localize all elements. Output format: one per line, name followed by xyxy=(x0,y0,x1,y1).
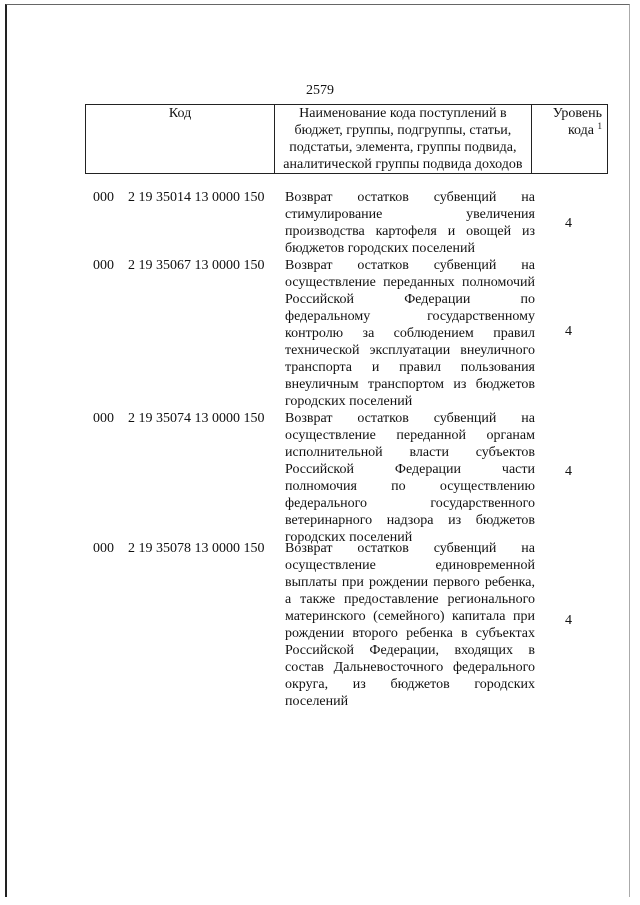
row-name xyxy=(285,189,535,257)
row-level: 4 xyxy=(565,324,572,339)
row-name-line: Возврат остатков субвенций на xyxy=(285,541,535,556)
header-level-footnote: 1 xyxy=(597,121,602,131)
row-name-line: технической эксплуатации внеуличного xyxy=(285,343,535,358)
row-name-line: осуществление переданной органам xyxy=(285,428,535,443)
row-name-line: внеуличным транспортом из бюджетов xyxy=(285,377,535,392)
row-name-line: округа, из бюджетов городских xyxy=(285,677,535,692)
row-income-code: 2 19 35014 13 0000 150 xyxy=(128,190,265,205)
row-name-line: Возврат остатков субвенций на xyxy=(285,190,535,205)
row-name-line: Российской Федерации, входящих в xyxy=(285,643,535,658)
header-level-line: Уровень xyxy=(552,106,602,121)
row-name-line: исполнительной власти субъектов xyxy=(285,445,535,460)
row-name-line: бюджетов городских поселений xyxy=(285,241,475,256)
header-name-cell xyxy=(275,105,532,174)
row-name-line: состав Дальневосточного федерального xyxy=(285,660,535,675)
row-name-line: а также предоставление регионального xyxy=(285,592,535,607)
header-name-line: подстатьи, элемента, группы подвида, xyxy=(289,140,517,155)
header-code-cell xyxy=(86,105,275,174)
row-name-line: рождении второго ребенка в субъектах xyxy=(285,626,535,641)
page-number: 2579 xyxy=(306,83,334,98)
row-income-code: 2 19 35078 13 0000 150 xyxy=(128,541,265,556)
row-level: 4 xyxy=(565,464,572,479)
row-name-line: материнского (семейного) капитала при xyxy=(285,609,535,624)
table-header xyxy=(85,104,608,174)
row-name-line: поселений xyxy=(285,694,349,709)
row-income-code: 2 19 35074 13 0000 150 xyxy=(128,411,265,426)
row-name-line: выплаты при рождении первого ребенка, xyxy=(285,575,535,590)
row-name-line: Возврат остатков субвенций на xyxy=(285,258,535,273)
row-name-line: федерального государственного xyxy=(285,496,535,511)
row-admin-code: 000 xyxy=(93,541,114,556)
header-name-line: Наименование кода поступлений в xyxy=(299,106,507,121)
row-admin-code: 000 xyxy=(93,258,114,273)
row-income-code: 2 19 35067 13 0000 150 xyxy=(128,258,265,273)
row-level: 4 xyxy=(565,613,572,628)
header-code: Код xyxy=(168,106,192,121)
header-level-cell xyxy=(531,105,607,174)
row-name-line: городских поселений xyxy=(285,530,413,545)
row-name-line: Возврат остатков субвенций на xyxy=(285,411,535,426)
row-name-line: Российской Федерации по xyxy=(285,292,535,307)
header-name-line: бюджет, группы, подгруппы, статьи, xyxy=(294,123,512,138)
row-name-line: городских поселений xyxy=(285,394,413,409)
row-name-line: осуществление единовременной xyxy=(285,558,535,573)
header-level-line xyxy=(534,122,602,139)
row-name xyxy=(285,257,535,410)
row-admin-code: 000 xyxy=(93,411,114,426)
row-name xyxy=(285,540,535,710)
row-name-line: ветеринарного надзора из бюджетов xyxy=(285,513,535,528)
row-admin-code: 000 xyxy=(93,190,114,205)
header-name-line: аналитической группы подвида доходов xyxy=(283,157,523,172)
row-name-line: транспорта и правил пользования xyxy=(285,360,535,375)
row-level: 4 xyxy=(565,216,572,231)
row-name-line: производства картофеля и овощей из xyxy=(285,224,535,239)
row-name xyxy=(285,410,535,546)
row-name-line: осуществление переданных полномочий xyxy=(285,275,535,290)
row-name-line: контролю за соблюдением правил xyxy=(285,326,535,341)
row-name-line: федеральному государственному xyxy=(285,309,535,324)
row-name-line: полномочия по осуществлению xyxy=(285,479,535,494)
row-name-line: стимулирование увеличения xyxy=(285,207,535,222)
row-name-line: Российской Федерации части xyxy=(285,462,535,477)
header-level-text: кода xyxy=(567,123,594,138)
